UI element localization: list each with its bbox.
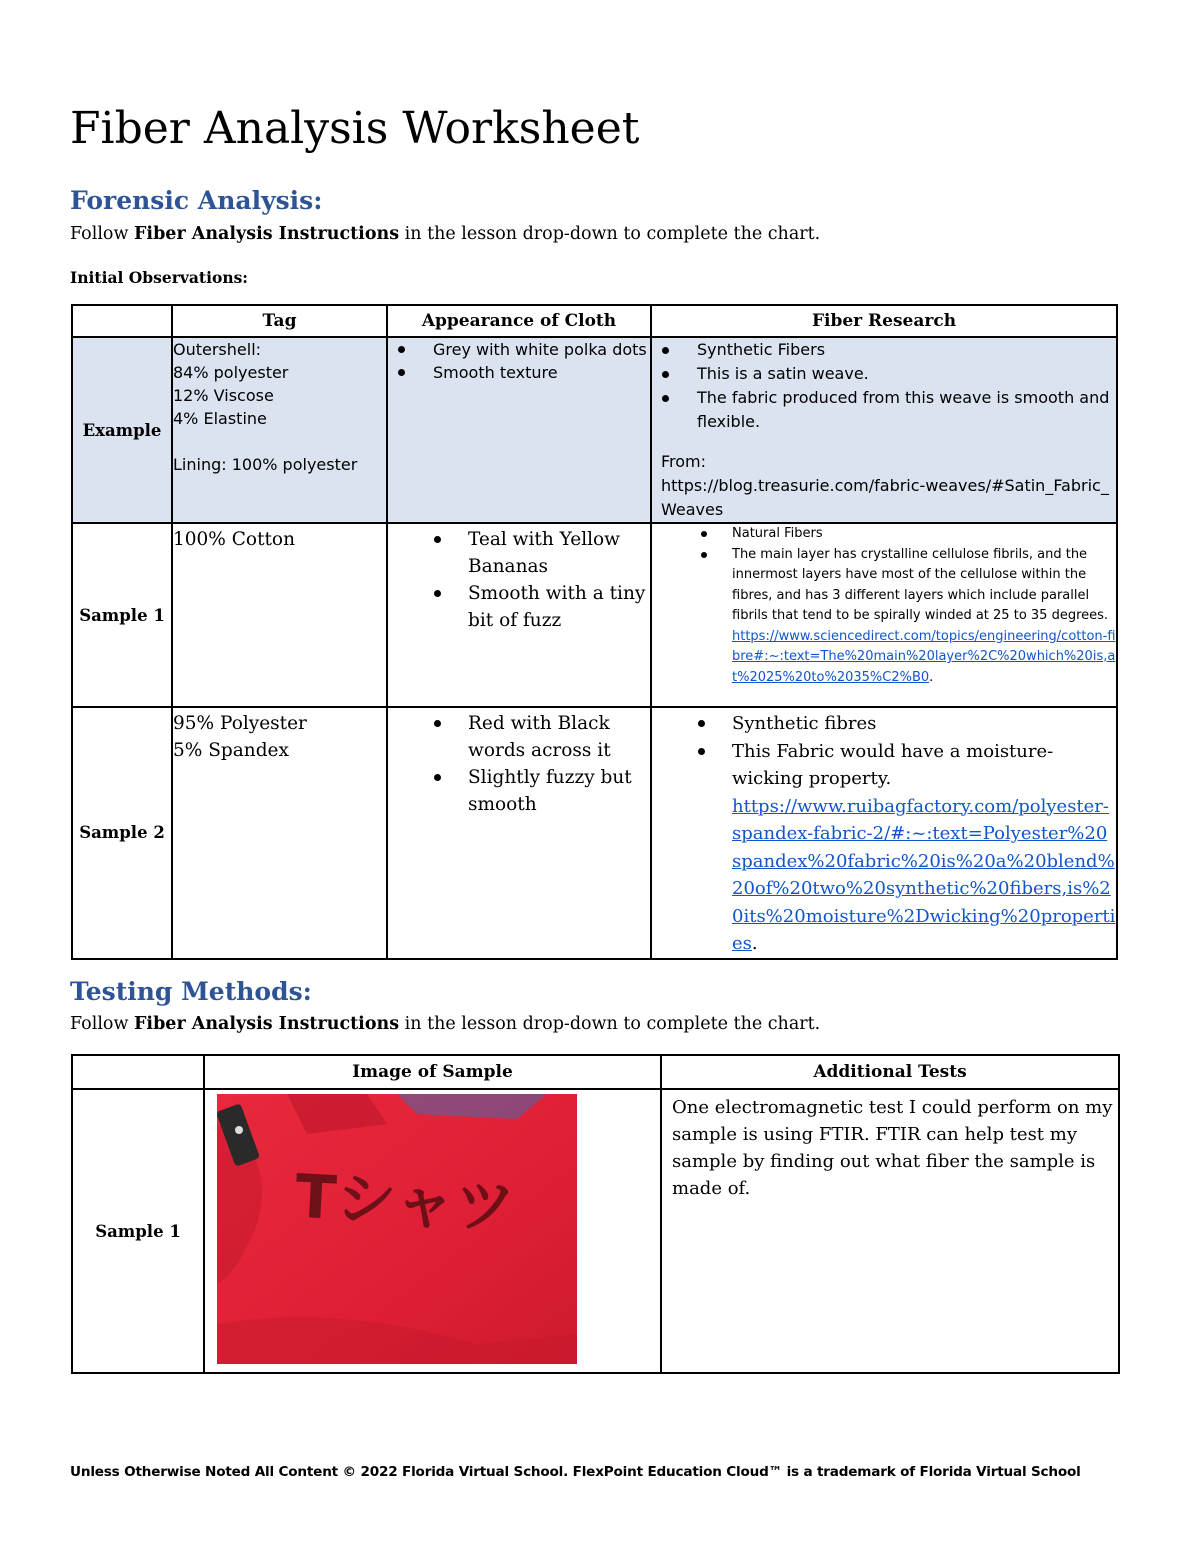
list-item: The fabric produced from this weave is smooth and flexible. xyxy=(697,386,1116,434)
bullet-icon xyxy=(662,347,669,354)
bullet-icon xyxy=(701,531,707,537)
header-blank xyxy=(72,305,172,337)
instruction-bold: Fiber Analysis Instructions xyxy=(134,224,400,244)
bullet-icon xyxy=(698,748,705,755)
sample1-appearance-cell xyxy=(387,523,651,707)
testing-header-row xyxy=(72,1055,1119,1089)
bullet-icon xyxy=(434,720,441,727)
bullet-icon xyxy=(398,369,405,376)
bullet-icon xyxy=(398,346,405,353)
list-item: This is a satin weave. xyxy=(697,362,1116,386)
header-tag: Tag xyxy=(172,305,387,337)
table-row xyxy=(72,337,1117,523)
bullet-icon xyxy=(662,395,669,402)
initial-observations-heading: Initial Observations: xyxy=(70,268,249,287)
header-tests: Additional Tests xyxy=(661,1055,1119,1089)
row-label-testing-sample-1: Sample 1 xyxy=(72,1089,204,1373)
header-image: Image of Sample xyxy=(204,1055,661,1089)
sample2-tag-cell: 95% Polyester 5% Spandex xyxy=(172,707,387,959)
list-item: Synthetic Fibers xyxy=(697,338,1116,362)
table-row xyxy=(72,707,1117,959)
shirt-print-text: Tシャツ xyxy=(293,1161,517,1244)
example-appearance-cell xyxy=(387,337,651,523)
example-source-url: https://blog.treasurie.com/fabric-weaves/#Satin_Fabric_Weaves xyxy=(661,476,1109,519)
bullet-icon xyxy=(434,536,441,543)
header-research: Fiber Research xyxy=(651,305,1117,337)
example-appearance-list xyxy=(433,338,650,384)
bullet-icon xyxy=(662,371,669,378)
list-item: Grey with white polka dots xyxy=(433,338,650,361)
row-label-sample-1: Sample 1 xyxy=(72,523,172,707)
list-item: This Fabric would have a moisture-wicking property. https://www.ruibagfactory.com/polyester-spandex-fabric-2/#:~:text=Polyester%20spandex%20fabric%20is%20a%20blend%20of%20two%20synthetic%20fibers,is%20its%20moisture%2Dwicking%20properties. xyxy=(732,738,1116,958)
testing-table xyxy=(71,1054,1120,1374)
bullet-icon xyxy=(434,774,441,781)
example-research-cell xyxy=(651,337,1117,523)
testing-heading: Testing Methods: xyxy=(70,977,312,1006)
header-appearance: Appearance of Cloth xyxy=(387,305,651,337)
testing-instruction: Follow Fiber Analysis Instructions in the lesson drop-down to complete the chart. xyxy=(70,1014,821,1034)
forensic-heading: Forensic Analysis: xyxy=(70,186,323,215)
instruction-bold: Fiber Analysis Instructions xyxy=(134,1014,400,1034)
table-row xyxy=(72,523,1117,707)
table-row xyxy=(72,1089,1119,1373)
observations-table xyxy=(71,304,1118,960)
sample2-appearance-cell xyxy=(387,707,651,959)
list-item: Teal with Yellow Bananas xyxy=(468,526,650,580)
footer-copyright: Unless Otherwise Noted All Content © 2022 Florida Virtual School. FlexPoint Education Cloud™ is a trademark of Florida Virtual School xyxy=(70,1464,1081,1480)
sample1-research-link[interactable]: https://www.sciencedirect.com/topics/engineering/cotton-fibre#:~:text=The%20main%20layer%2C%20which%20is,at%2025%20to%2035%C2%B0 xyxy=(732,628,1116,685)
list-item: Slightly fuzzy but smooth xyxy=(468,764,650,818)
list-item: Smooth texture xyxy=(433,361,650,384)
bullet-icon xyxy=(701,552,707,558)
sample-image-cell xyxy=(204,1089,661,1373)
row-label-sample-2: Sample 2 xyxy=(72,707,172,959)
page-title: Fiber Analysis Worksheet xyxy=(70,103,640,154)
sample2-research-link[interactable]: https://www.ruibagfactory.com/polyester-spandex-fabric-2/#:~:text=Polyester%20spandex%20fabric%20is%20a%20blend%20of%20two%20synthetic%20fibers,is%20its%20moisture%2Dwicking%20properties xyxy=(732,795,1116,954)
remote-button xyxy=(235,1126,243,1134)
sample2-research-cell xyxy=(651,707,1117,959)
list-item: Red with Black words across it xyxy=(468,710,650,764)
sample1-research-list xyxy=(732,524,1116,688)
example-research-list xyxy=(697,338,1116,434)
list-item: The main layer has crystalline cellulose fibrils, and the innermost layers have most of the cellulose within the fibres, and has 3 different layers which include parallel fibrils that tend to be spirally winded at 25 to 35 degrees. https://www.sciencedirect.com/topics/engineering/cotton-fibre#:~:text=The%20main%20layer%2C%20which%20is,at%2025%20to%2035%C2%B0. xyxy=(732,545,1116,689)
list-item: Synthetic fibres xyxy=(732,710,1116,738)
sample-photo xyxy=(217,1094,577,1364)
sample1-tag-cell: 100% Cotton xyxy=(172,523,387,707)
sample1-research-cell xyxy=(651,523,1117,707)
list-item: Smooth with a tiny bit of fuzz xyxy=(468,580,650,634)
observations-header-row xyxy=(72,305,1117,337)
list-item: Natural Fibers xyxy=(732,524,1116,545)
bullet-icon xyxy=(434,590,441,597)
row-label-example: Example xyxy=(72,337,172,523)
sample2-research-list xyxy=(732,710,1116,958)
sample1-appearance-list xyxy=(468,526,650,634)
example-tag-cell: Outershell: 84% polyester 12% Viscose 4% Elastine Lining: 100% polyester xyxy=(172,337,387,523)
bullet-icon xyxy=(698,720,705,727)
header-blank xyxy=(72,1055,204,1089)
forensic-instruction: Follow Fiber Analysis Instructions in the lesson drop-down to complete the chart. xyxy=(70,224,821,244)
example-source: From: https://blog.treasurie.com/fabric-weaves/#Satin_Fabric_Weaves xyxy=(661,450,1116,522)
red-shirt-image xyxy=(217,1094,577,1364)
additional-tests-cell: One electromagnetic test I could perform on my sample is using FTIR. FTIR can help test my sample by finding out what fiber the sample is made of. xyxy=(661,1089,1119,1373)
sample2-appearance-list xyxy=(468,710,650,818)
